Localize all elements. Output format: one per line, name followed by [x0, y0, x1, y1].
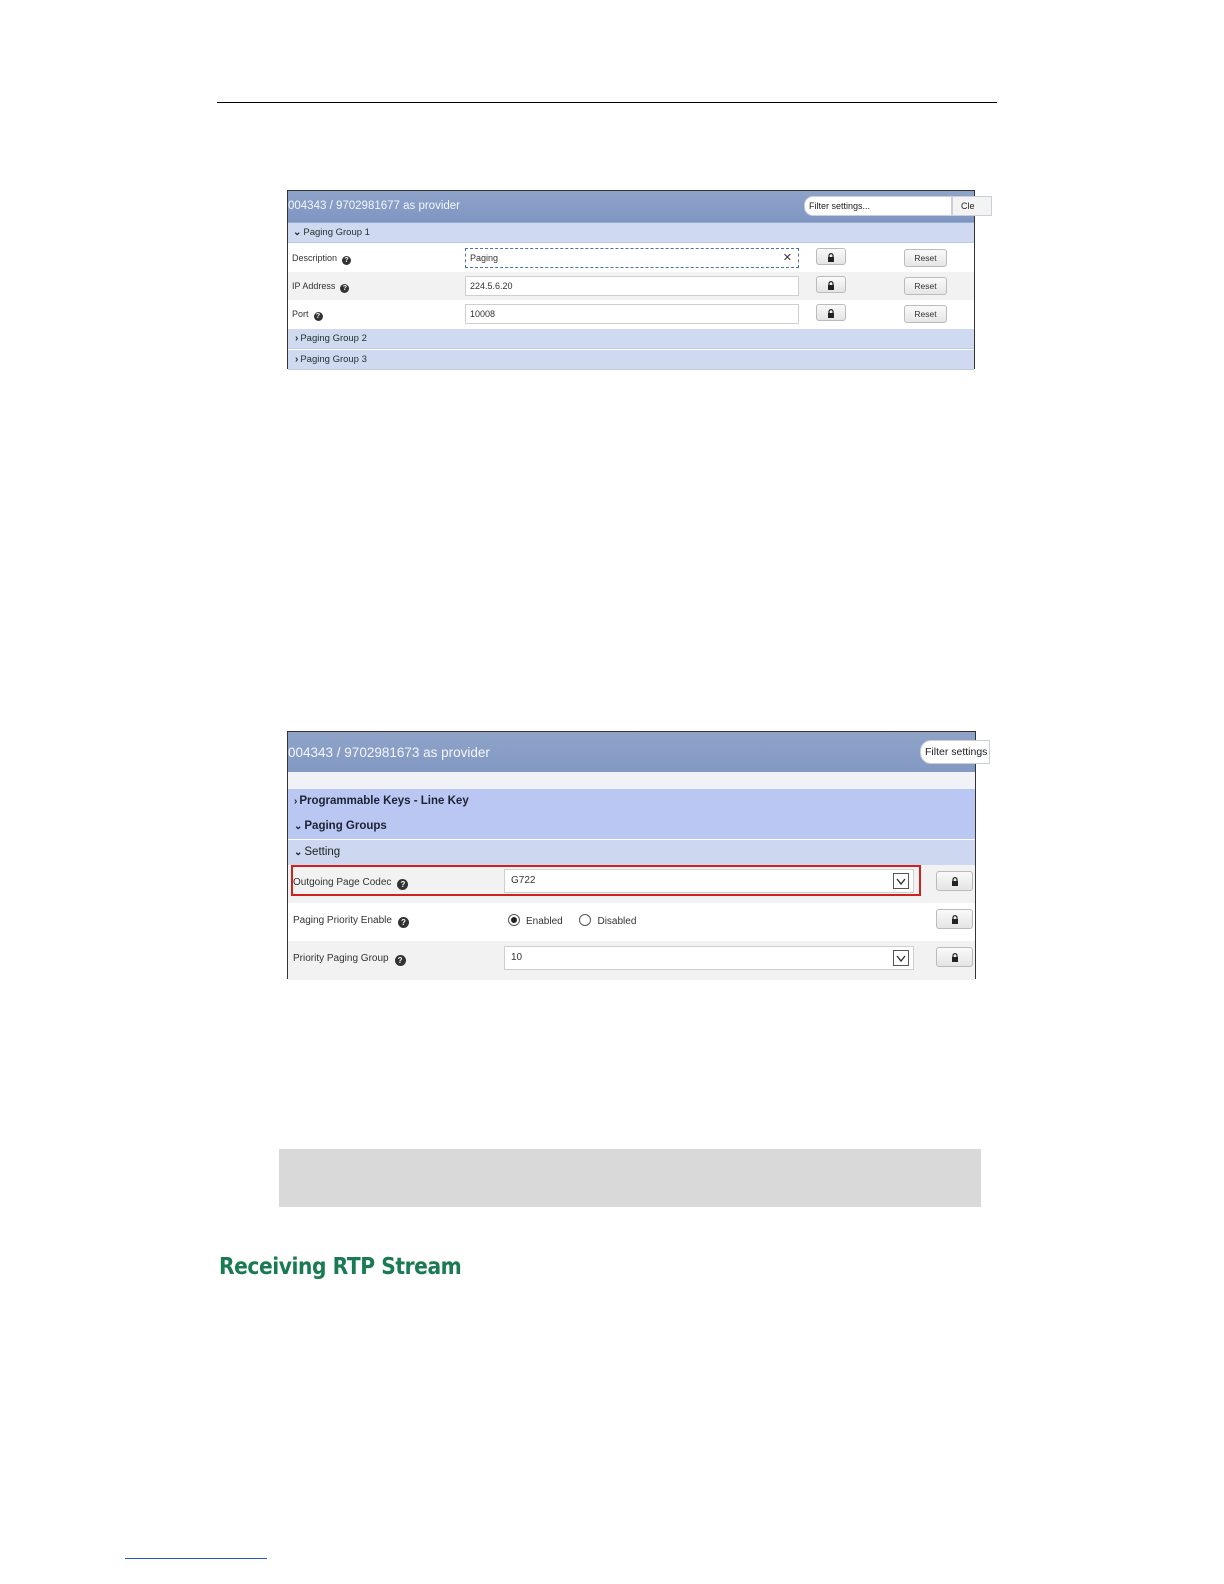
ip-address-label: IP Address ? [292, 281, 349, 293]
footer-link-underline [125, 1558, 267, 1559]
paging-group-screenshot [287, 190, 975, 369]
group-label: Paging Group 2 [300, 333, 367, 344]
ip-address-row [288, 272, 974, 300]
help-icon[interactable]: ? [314, 312, 323, 321]
programmable-keys-header[interactable]: › Programmable Keys - Line Key [288, 789, 975, 814]
reset-button[interactable]: Reset [904, 305, 947, 323]
paging-priority-label: Paging Priority Enable ? [293, 915, 409, 928]
port-row [288, 300, 974, 328]
radio-selected-icon[interactable] [508, 914, 520, 926]
clear-input-icon[interactable]: ✕ [782, 252, 792, 264]
note-box [279, 1149, 981, 1207]
priority-radio-group [508, 914, 650, 927]
clear-filter-button[interactable]: Cle [952, 196, 992, 216]
lock-button[interactable] [816, 276, 846, 293]
filter-settings-input[interactable]: Filter settings... [804, 196, 952, 216]
description-input[interactable]: Paging ✕ [465, 248, 799, 268]
paging-settings-screenshot [287, 731, 988, 979]
header-divider [288, 772, 975, 789]
help-icon[interactable]: ? [398, 917, 409, 928]
screenshot-header [288, 191, 974, 223]
paging-group-2-header[interactable] [288, 329, 974, 349]
section-heading: Receiving RTP Stream [219, 1254, 462, 1280]
priority-group-label: Priority Paging Group ? [293, 953, 406, 966]
group-label: Paging Group 1 [303, 227, 370, 238]
ip-address-input[interactable]: 224.5.6.20 [465, 276, 799, 296]
disabled-option[interactable]: Disabled [579, 914, 636, 927]
help-icon[interactable]: ? [395, 955, 406, 966]
priority-group-select[interactable]: 10 [504, 946, 914, 970]
lock-button[interactable] [936, 909, 973, 929]
paging-groups-header[interactable]: ⌄ Paging Groups [288, 814, 975, 839]
reset-button[interactable]: Reset [904, 277, 947, 295]
lock-icon [951, 915, 959, 924]
port-input[interactable]: 10008 [465, 304, 799, 324]
lock-icon [827, 309, 835, 318]
chevron-down-icon: ⌄ [294, 821, 303, 832]
enabled-option[interactable]: Enabled [508, 914, 563, 927]
lock-icon [827, 253, 835, 262]
help-icon[interactable]: ? [342, 256, 351, 265]
chevron-down-icon[interactable] [893, 950, 909, 966]
paging-group-1-header[interactable] [288, 223, 974, 243]
outgoing-codec-label: Outgoing Page Codec ? [293, 877, 408, 890]
help-icon[interactable]: ? [340, 284, 349, 293]
account-title: 004343 / 9702981673 as provider [288, 745, 490, 760]
lock-button[interactable] [816, 304, 846, 321]
chevron-down-icon: ⌄ [293, 227, 302, 238]
chevron-right-icon: › [295, 333, 299, 344]
lock-icon [951, 877, 959, 886]
lock-icon [951, 953, 959, 962]
outgoing-codec-select[interactable]: G722 [504, 869, 914, 893]
account-title: 004343 / 9702981677 as provider [288, 200, 461, 212]
group-label: Paging Group 3 [300, 354, 367, 365]
lock-button[interactable] [816, 248, 846, 265]
lock-icon [827, 281, 835, 290]
page-top-rule [217, 102, 997, 103]
highlight-box [291, 865, 921, 896]
setting-header[interactable]: ⌄ Setting [288, 840, 975, 865]
reset-button[interactable]: Reset [904, 249, 947, 267]
chevron-right-icon: › [295, 354, 299, 365]
description-row [288, 244, 974, 272]
radio-unselected-icon[interactable] [579, 914, 591, 926]
priority-group-row [288, 941, 975, 980]
chevron-down-icon: ⌄ [294, 847, 303, 858]
paging-priority-row [288, 903, 975, 941]
chevron-right-icon: › [294, 796, 298, 807]
help-icon[interactable]: ? [397, 879, 408, 890]
screenshot-header [288, 732, 988, 772]
port-label: Port ? [292, 309, 323, 321]
paging-group-3-header[interactable] [288, 350, 974, 370]
lock-button[interactable] [936, 871, 973, 891]
description-label: Description ? [292, 253, 351, 265]
filter-settings-input[interactable]: Filter settings [920, 740, 990, 764]
lock-button[interactable] [936, 947, 973, 967]
